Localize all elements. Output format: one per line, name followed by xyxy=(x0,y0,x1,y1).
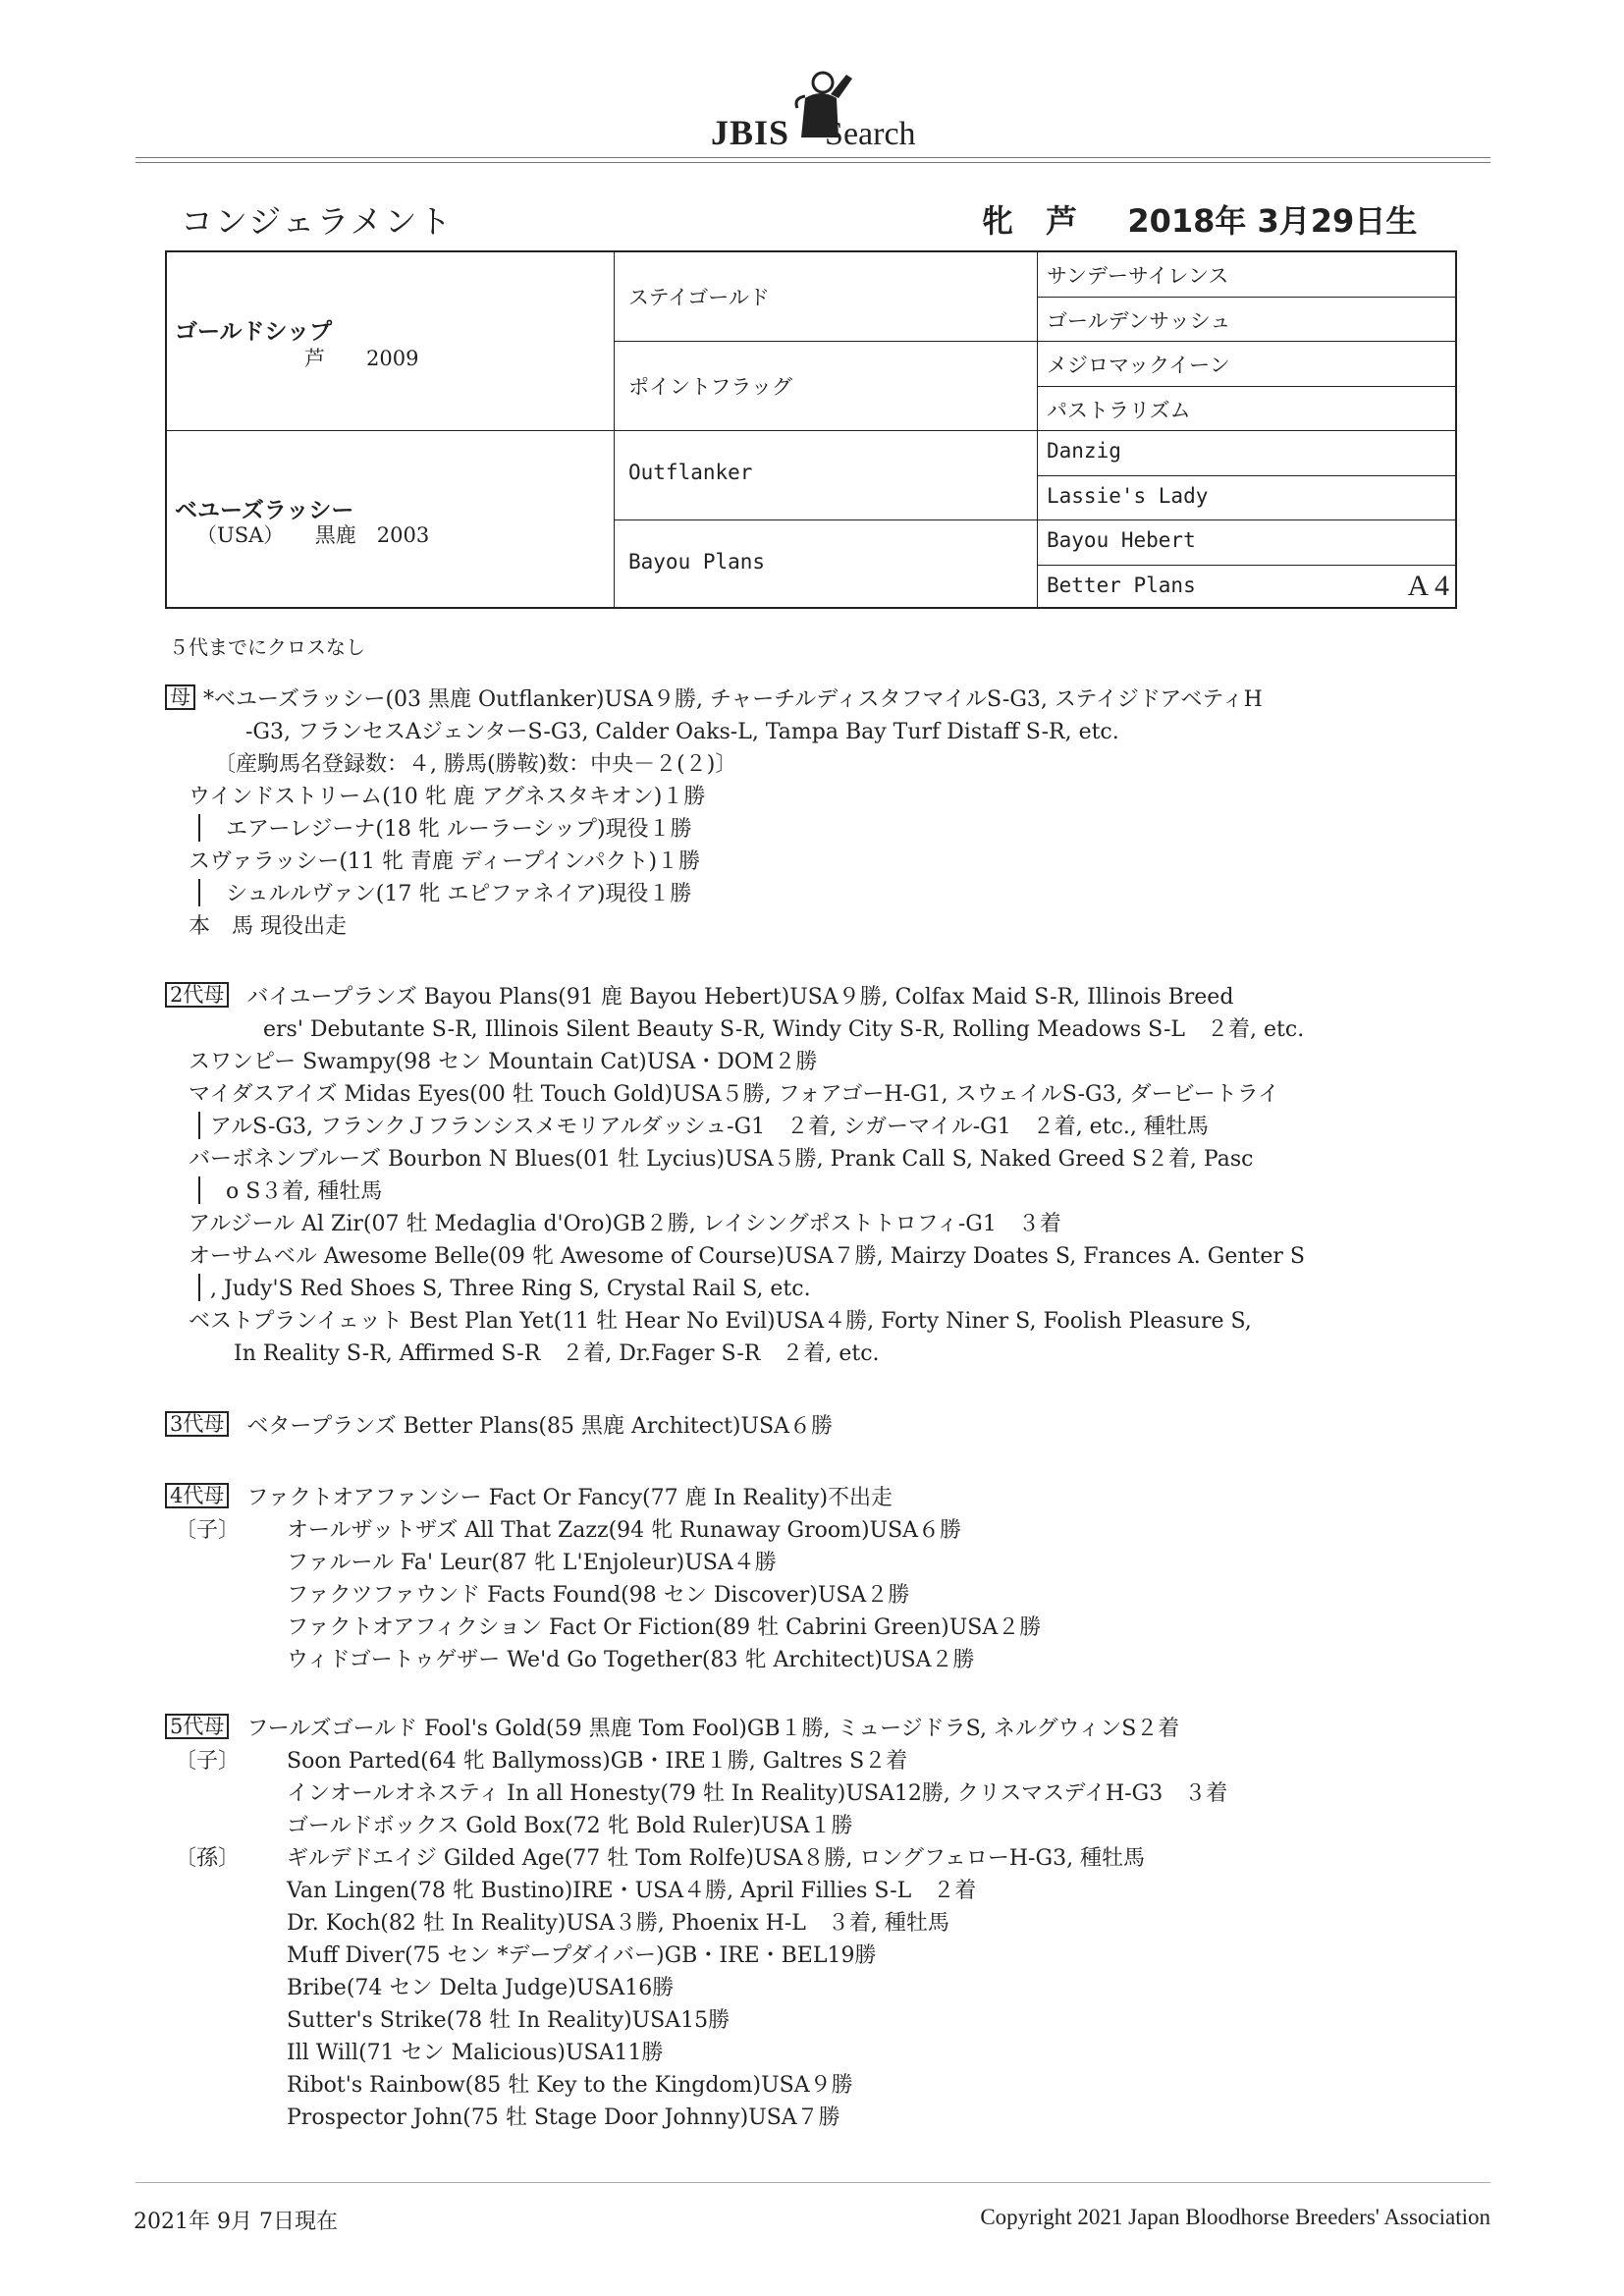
g5dam-line-4: ゴールドボックス Gold Box(72 牝 Bold Ruler)USA１勝 xyxy=(287,1814,853,1838)
g5dam-line-11: Ill Will(71 セン Malicious)USA11勝 xyxy=(287,2041,664,2065)
header-rule-2 xyxy=(135,162,1490,163)
dam-detail: （USA） 黒鹿 2003 xyxy=(196,523,430,547)
horse-sex: 牝 xyxy=(982,202,1014,240)
g2dam-line-11: ベストプランイェット Best Plan Yet(11 牡 Hear No Evil)USA４勝, Forty Niner S, Foolish Pleasure S, xyxy=(189,1309,1252,1334)
gen3-1: サンデーサイレンス xyxy=(1047,264,1229,288)
dam-line-1: *ベユーズラッシー(03 黒鹿 Outflanker)USA９勝, チャーチルディスタフマイルS-G3, ステイジドアベティH xyxy=(203,687,1263,712)
gen2-dam-dam: Bayou Plans xyxy=(628,550,766,574)
dam-line-8: 本 馬 現役出走 xyxy=(189,914,347,939)
g2dam-line-3: スワンピー Swampy(98 セン Mountain Cat)USA・DOM２勝 xyxy=(189,1050,818,1074)
cross-note: ５代までにクロスなし xyxy=(169,635,365,659)
g2dam-line-1: バイユープランズ Bayou Plans(91 鹿 Bayou Hebert)USA９勝, Colfax Maid S-R, Illinois Breed xyxy=(246,985,1234,1010)
g4dam-line-1: ファクトオアファンシー Fact Or Fancy(77 鹿 In Reality)不出走 xyxy=(246,1486,893,1510)
g2dam-line-7: o S３着, 種牡馬 xyxy=(226,1179,383,1204)
g4dam-line-5: ファクトオアフィクション Fact Or Fiction(89 牡 Cabrini Green)USA２勝 xyxy=(287,1615,1042,1640)
section-tag-4th-dam: 4代母 xyxy=(165,1483,229,1508)
g5dam-line-6: Van Lingen(78 牝 Bustino)IRE・USA４勝, April Fillies S-L ２着 xyxy=(287,1879,977,1903)
gen2-sire-sire: ステイゴールド xyxy=(628,286,770,309)
g5dam-line-9: Bribe(74 セン Delta Judge)USA16勝 xyxy=(287,1976,675,2000)
header-rule xyxy=(135,157,1490,158)
section-tag-5th-dam: 5代母 xyxy=(165,1714,229,1739)
sire-detail: 芦 2009 xyxy=(304,347,419,370)
logo-jbis-text: JBIS xyxy=(711,113,790,152)
section-tag-2nd-dam: 2代母 xyxy=(165,982,229,1008)
gen2-dam-sire: Outflanker xyxy=(628,461,753,484)
g5dam-line-7: Dr. Koch(82 牡 In Reality)USA３勝, Phoenix H-L ３着, 種牡馬 xyxy=(287,1911,949,1936)
g4dam-line-4: ファクツファウンド Facts Found(98 セン Discover)USA２勝 xyxy=(287,1583,910,1608)
fifth-dam-section xyxy=(165,1714,1481,2146)
g2dam-line-2: ers' Debutante S-R, Illinois Silent Beauty S-R, Windy City S-R, Rolling Meadows S-L ２着, etc. xyxy=(263,1017,1305,1042)
section-tag-dam: 母 xyxy=(165,684,195,710)
gen3-7: Bayou Hebert xyxy=(1047,528,1196,552)
gen3-5: Danzig xyxy=(1047,439,1121,463)
horse-color: 芦 xyxy=(1046,202,1078,240)
g5dam-line-10: Sutter's Strike(78 牡 In Reality)USA15勝 xyxy=(287,2008,731,2033)
dam-line-5: エアーレジーナ(18 牝 ルーラーシップ)現役１勝 xyxy=(226,817,692,842)
gen3-3: メジロマックイーン xyxy=(1047,354,1230,377)
horse-meta xyxy=(982,196,1438,242)
g4dam-line-2: オールザットザズ All That Zazz(94 牝 Runaway Groom)USA６勝 xyxy=(287,1518,962,1543)
g5dam-child-label: 〔子〕 xyxy=(175,1749,241,1774)
dam-line-4: ウインドストリーム(10 牝 鹿 アグネスタキオン)１勝 xyxy=(189,785,706,809)
logo-search-text: Search xyxy=(825,116,916,152)
second-dam-section xyxy=(165,982,1481,1375)
gen3-4: パストラリズム xyxy=(1047,399,1191,422)
g2dam-line-5: アルS-G3, フランクＪフランシスメモリアルダッシュ-G1 ２着, シガーマイル-G1 ２着, etc., 種牡馬 xyxy=(210,1115,1209,1139)
gen3-2: ゴールデンサッシュ xyxy=(1047,309,1231,333)
g5dam-line-13: Prospector John(75 牡 Stage Door Johnny)USA７勝 xyxy=(287,2105,840,2130)
dam-section xyxy=(165,684,1481,950)
footer-copyright: Copyright 2021 Japan Bloodhorse Breeders' Association xyxy=(980,2205,1490,2229)
fourth-dam-section xyxy=(165,1483,1481,1679)
jbis-search-logo xyxy=(697,69,952,157)
g2dam-line-10: , Judy'S Red Shoes S, Three Ring S, Crystal Rail S, etc. xyxy=(210,1277,811,1301)
g5dam-line-3: インオールオネスティ In all Honesty(79 牡 In Reality)USA12勝, クリスマスデイH-G3 ３着 xyxy=(287,1781,1228,1806)
dam-line-3: 〔産駒馬名登録数：４, 勝馬(勝鞍)数：中央－２(２)〕 xyxy=(214,752,737,777)
horse-name: コンジェラメント xyxy=(181,202,454,241)
gen3-6: Lassie's Lady xyxy=(1047,484,1209,508)
g5dam-line-12: Ribot's Rainbow(85 牡 Key to the Kingdom)USA９勝 xyxy=(287,2073,853,2098)
g5dam-line-5: ギルデドエイジ Gilded Age(77 牡 Tom Rolfe)USA８勝, ロングフェローH-G3, 種牡馬 xyxy=(287,1846,1146,1871)
pedigree-table xyxy=(165,250,1457,609)
g5dam-line-1: フールズゴールド Fool's Gold(59 黒鹿 Tom Fool)GB１勝, ミュージドラS, ネルグウィンS２着 xyxy=(246,1717,1180,1741)
footer-date: 2021年 9月 7日現在 xyxy=(134,2210,338,2234)
g2dam-line-9: オーサムベル Awesome Belle(09 牝 Awesome of Course)USA７勝, Mairzy Doates S, Frances A. Genter S xyxy=(189,1244,1305,1269)
g2dam-line-8: アルジール Al Zir(07 牡 Medaglia d'Oro)GB２勝, レイシングポストトロフィ-G1 ３着 xyxy=(189,1212,1061,1236)
g5dam-grandchild-label: 〔孫〕 xyxy=(175,1846,241,1871)
dam-line-2: -G3, フランセスAジェンターS-G3, Calder Oaks-L, Tampa Bay Turf Distaff S-R, etc. xyxy=(245,720,1119,744)
dam-line-7: シュルルヴァン(17 牝 エピファネイア)現役１勝 xyxy=(226,882,692,906)
g2dam-line-4: マイダスアイズ Midas Eyes(00 牡 Touch Gold)USA５勝, フォアゴーH-G1, スウェイルS-G3, ダービートライ xyxy=(189,1082,1280,1107)
g4dam-child-label: 〔子〕 xyxy=(175,1518,241,1543)
horse-birth: 2018年 3月29日生 xyxy=(1127,202,1418,240)
dam-name: ベユーズラッシー xyxy=(175,498,354,523)
section-tag-3rd-dam: 3代母 xyxy=(165,1411,229,1437)
g4dam-line-3: ファルール Fa' Leur(87 牝 L'Enjoleur)USA４勝 xyxy=(287,1551,777,1575)
gen3-8: Better Plans xyxy=(1047,574,1196,597)
family-number: A 4 xyxy=(1407,570,1449,602)
third-dam-section xyxy=(165,1411,1481,1445)
g4dam-line-6: ウィドゴートゥゲザー We'd Go Together(83 牝 Architect)USA２勝 xyxy=(287,1648,975,1672)
g3dam-line-1: ベタープランズ Better Plans(85 黒鹿 Architect)USA６勝 xyxy=(246,1414,834,1439)
footer-rule xyxy=(135,2182,1490,2183)
sire-name: ゴールドシップ xyxy=(175,319,333,345)
g2dam-line-12: In Reality S-R, Affirmed S-R ２着, Dr.Fager S-R ２着, etc. xyxy=(234,1341,880,1366)
gen2-sire-dam: ポイントフラッグ xyxy=(628,375,792,399)
g5dam-line-8: Muff Diver(75 セン *デープダイバー)GB・IRE・BEL19勝 xyxy=(287,1943,877,1968)
dam-line-6: スヴァラッシー(11 牝 青鹿 ディープインパクト)１勝 xyxy=(189,849,701,874)
g2dam-line-6: バーボネンブルーズ Bourbon N Blues(01 牡 Lycius)USA５勝, Prank Call S, Naked Greed S２着, Pasc xyxy=(189,1147,1254,1172)
g5dam-line-2: Soon Parted(64 牝 Ballymoss)GB・IRE１勝, Galtres S２着 xyxy=(287,1749,908,1774)
